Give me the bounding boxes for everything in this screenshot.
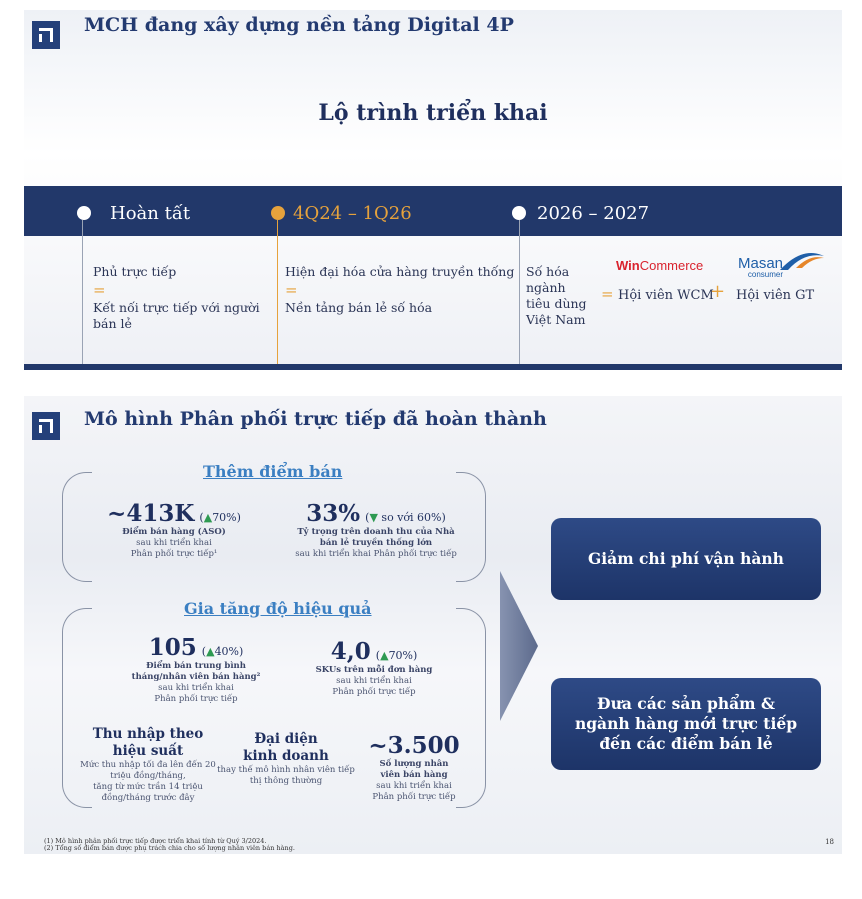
col-done-top: Phủ trực tiếp	[93, 264, 177, 279]
phase-dot-future	[512, 206, 526, 220]
page-number: 18	[825, 838, 834, 846]
section-heading-more-outlets: Thêm điểm bán	[203, 462, 343, 481]
stat-outlets-per-salesperson: 105 (▲40%) Điểm bán trung bình tháng/nhân viên bán hàng² sau khi triển khai Phân phối trực tiếp	[131, 634, 261, 704]
footnote-1: (1) Mô hình phân phối trực tiếp được triển khai tính từ Quý 3/2024.	[44, 837, 267, 845]
slide-title: MCH đang xây dựng nền tảng Digital 4P	[84, 14, 514, 36]
phase-dot-current	[271, 206, 285, 220]
stat-skus-per-order: 4,0 (▲70%) SKUs trên mỗi đơn hàng sau khi triển khai Phân phối trực tiếp	[315, 638, 433, 697]
col-done-bottom: Kết nối trực tiếp với người bán lẻ	[93, 300, 260, 331]
masan-swoosh-icon	[778, 250, 826, 272]
stat-sales-representative: Đại diện kinh doanh thay thế mô hình nhân viên tiếp thị thông thường	[217, 731, 355, 786]
timeline-line-done	[82, 220, 83, 364]
phase-label-done: Hoàn tất	[110, 203, 191, 224]
wcm-member-label: Hội viên WCM	[618, 288, 714, 303]
slide-direct-distribution	[24, 396, 842, 854]
mch-logo-icon	[32, 412, 60, 440]
chevron-right-icon	[498, 571, 540, 721]
stat-performance-income: Thu nhập theo hiệu suất Mức thu nhập tối đa lên đến 20 triệu đồng/tháng, tăng từ mức trần 14 triệu đồng/tháng trước đây	[80, 726, 216, 803]
mch-logo-icon	[32, 21, 60, 49]
col-current	[285, 264, 515, 316]
stat-traditional-share: 33% (▼ so với 60%) Tỷ trọng trên doanh thu của Nhà bán lẻ truyền thống lớn sau khi triển khai Phân phối trực tiếp	[295, 500, 457, 559]
col-done-eq: =	[93, 281, 106, 299]
slide-digital-4p	[24, 10, 842, 370]
col-current-eq: =	[285, 281, 298, 299]
col-current-bottom: Nền tảng bán lẻ số hóa	[285, 300, 433, 315]
phase-dot-done	[77, 206, 91, 220]
col-future-eq: =	[601, 285, 614, 303]
wincommerce-logo: WinCommerce	[616, 258, 704, 273]
section-heading-efficiency: Gia tăng độ hiệu quả	[184, 599, 372, 618]
gt-member-label: Hội viên GT	[736, 288, 815, 303]
stat-salesforce-count: ~3.500 Số lượng nhân viên bán hàng sau khi triển khai Phân phối trực tiếp	[368, 732, 460, 802]
result-box-new-products: Đưa các sản phẩm & ngành hàng mới trực tiếp đến các điểm bán lẻ	[551, 678, 821, 770]
footnote-2: (2) Tổng số điểm bán được phụ trách chia cho số lượng nhân viên bán hàng.	[44, 844, 295, 852]
timeline-line-future	[519, 220, 520, 364]
phase-label-current: 4Q24 – 1Q26	[293, 203, 412, 224]
timeline-line-current	[277, 220, 278, 364]
slide-title: Mô hình Phân phối trực tiếp đã hoàn thành	[84, 408, 547, 430]
col-current-top: Hiện đại hóa cửa hàng truyền thống	[285, 264, 515, 279]
stat-aso: ~413K (▲70%) Điểm bán hàng (ASO) sau khi triển khai Phân phối trực tiếp¹	[107, 500, 241, 559]
col-done	[93, 264, 263, 332]
phase-label-future: 2026 – 2027	[537, 203, 650, 224]
bracket-left	[62, 472, 92, 582]
masan-consumer-logo: Masan consumer	[738, 256, 783, 279]
plus-sign: +	[710, 281, 726, 302]
bottom-bar	[24, 364, 842, 370]
col-future-left: Số hóa ngành tiêu dùng Việt Nam	[526, 264, 587, 327]
roadmap-subtitle: Lộ trình triển khai	[318, 100, 548, 126]
result-box-reduce-costs: Giảm chi phí vận hành	[551, 518, 821, 600]
